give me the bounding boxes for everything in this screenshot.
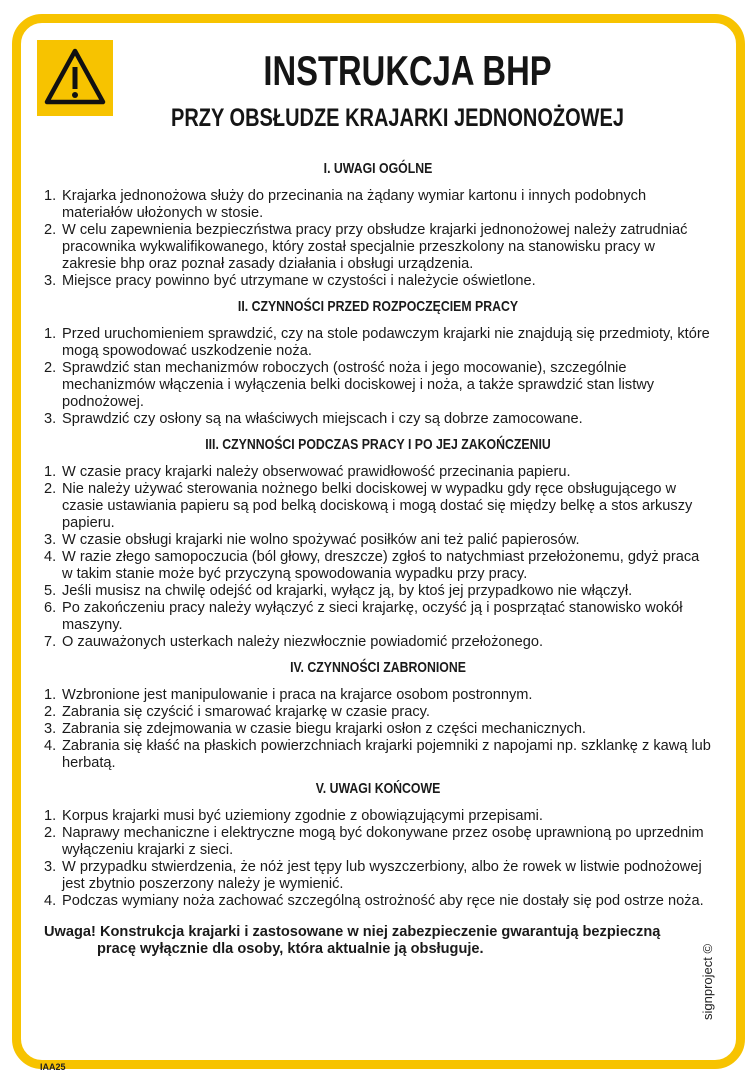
- warning-note: [44, 924, 712, 958]
- list-item-text: W przypadku stwierdzenia, że nóż jest tępy lub wyszczerbiony, albo że rowek w listwie podnożowej jest zbytnio poszerzony należy je wymienić.: [62, 859, 702, 892]
- list-item: [44, 634, 712, 651]
- warning-note-line1: Uwaga! Konstrukcja krajarki i zastosowane w niej zabezpieczenie gwarantują bezpieczną: [44, 924, 661, 940]
- list-item-number: 3.: [44, 411, 57, 427]
- list-item: [44, 600, 712, 634]
- list-item-text: Sprawdzić stan mechanizmów roboczych (ostrość noża i jego mocowanie), szczególnie mechanizmów włączenia i wyłączenia belki dociskowej i noża, a także sprawdzić stan listwy podnożowej.: [62, 360, 655, 410]
- list-item-number: 3.: [44, 273, 57, 289]
- warning-note-line2: pracę wyłącznie dla osoby, która aktualnie ją obsługuje.: [97, 941, 484, 957]
- list-item-number: 7.: [44, 634, 57, 650]
- product-code: IAA25: [40, 1062, 66, 1072]
- list-item: [44, 704, 712, 721]
- instruction-content: [44, 160, 712, 958]
- list-item-text: Jeśli musisz na chwilę odejść od krajarki, wyłącz ją, by ktoś jej przypadkowo nie włączył.: [62, 583, 633, 599]
- list-item-number: 4.: [44, 549, 57, 565]
- list-item-text: Korpus krajarki musi być uziemiony zgodnie z obowiązującymi przepisami.: [62, 808, 543, 824]
- section-heading: V. UWAGI KOŃCOWE: [315, 780, 441, 797]
- list-item-text: Miejsce pracy powinno być utrzymane w czystości i należycie oświetlone.: [62, 273, 536, 289]
- list-item: [44, 859, 712, 893]
- list-item: [44, 721, 712, 738]
- list-item-number: 3.: [44, 721, 57, 737]
- warning-triangle-icon: [37, 40, 113, 116]
- list-item-text: Zabrania się kłaść na płaskich powierzchniach krajarki pojemniki z napojami np. szklankę z kawą lub herbatą.: [62, 738, 711, 771]
- list-item: [44, 687, 712, 704]
- list-item: [44, 583, 712, 600]
- list-item-number: 2.: [44, 222, 57, 238]
- list-item-text: W czasie obsługi krajarki nie wolno spożywać posiłków ani też palić papierosów.: [62, 532, 580, 548]
- list-item-text: Przed uruchomieniem sprawdzić, czy na stole podawczym krajarki nie znajdują się przedmioty, które mogą spowodować uszkodzenie noża.: [62, 326, 710, 359]
- list-item-number: 1.: [44, 326, 57, 342]
- section-heading: III. CZYNNOŚCI PODCZAS PRACY I PO JEJ ZAKOŃCZENIU: [205, 436, 551, 453]
- list-item-number: 1.: [44, 808, 57, 824]
- list-item-number: 2.: [44, 825, 57, 841]
- list-item: [44, 893, 712, 910]
- list-item: [44, 825, 712, 859]
- list-item-text: O zauważonych usterkach należy niezwłocznie powiadomić przełożonego.: [62, 634, 544, 650]
- list-item: [44, 481, 712, 532]
- list-item-number: 6.: [44, 600, 57, 616]
- section-list: [44, 326, 712, 428]
- list-item: [44, 738, 712, 772]
- list-item: [44, 188, 712, 222]
- list-item-text: Po zakończeniu pracy należy wyłączyć z sieci krajarkę, oczyść ją i posprzątać stanowisko wokół maszyny.: [62, 600, 683, 633]
- list-item-text: Wzbronione jest manipulowanie i praca na krajarce osobom postronnym.: [62, 687, 533, 703]
- list-item-number: 2.: [44, 360, 57, 376]
- list-item-text: Podczas wymiany noża zachować szczególną ostrożność aby ręce nie dostały się pod ostrze noża.: [62, 893, 704, 909]
- list-item-text: W razie złego samopoczucia (ból głowy, dreszcze) zgłoś to natychmiast przełożonemu, gdyż praca w takim stanie może być przyczyną spowodowania wypadku przy pracy.: [62, 549, 700, 582]
- list-item-text: Nie należy używać sterowania nożnego belki dociskowej w wypadku gdy ręce obsługującego w czasie ustawiania papieru są pod belką dociskową i mogą dostać się między belkę a stos arkuszy papieru.: [62, 481, 693, 531]
- list-item-number: 4.: [44, 738, 57, 754]
- list-item-text: Sprawdzić czy osłony są na właściwych miejscach i czy są dobrze zamocowane.: [62, 411, 583, 427]
- list-item-text: W czasie pracy krajarki należy obserwować prawidłowość przecinania papieru.: [62, 464, 571, 480]
- list-item: [44, 273, 712, 290]
- list-item: [44, 532, 712, 549]
- list-item-number: 4.: [44, 893, 57, 909]
- list-item-number: 1.: [44, 687, 57, 703]
- section-heading: II. CZYNNOŚCI PRZED ROZPOCZĘCIEM PRACY: [237, 298, 519, 315]
- list-item-number: 1.: [44, 464, 57, 480]
- list-item-text: Krajarka jednonożowa służy do przecinania na żądany wymiar kartonu i innych podobnych materiałów ułożonych w stosie.: [62, 188, 647, 221]
- page-subtitle: PRZY OBSŁUDZE KRAJARKI JEDNONOŻOWEJ: [170, 104, 625, 132]
- section-heading: I. UWAGI OGÓLNE: [323, 160, 433, 177]
- brand-label: signproject ©: [700, 943, 715, 1020]
- page-title: INSTRUKCJA BHP: [263, 47, 552, 94]
- list-item: [44, 326, 712, 360]
- section-heading: IV. CZYNNOŚCI ZABRONIONE: [290, 659, 466, 676]
- list-item: [44, 222, 712, 273]
- list-item-number: 2.: [44, 704, 57, 720]
- section-list: [44, 464, 712, 651]
- list-item: [44, 360, 712, 411]
- list-item-text: Naprawy mechaniczne i elektryczne mogą być dokonywane przez osobę uprawnioną po uprzednim wyłączeniu krajarki z sieci.: [62, 825, 704, 858]
- list-item-text: W celu zapewnienia bezpieczństwa pracy przy obsłudze krajarki jednonożowej należy zatrudniać pracownika wykwalifikowanego, który został specjalnie przeszkolony na stanowisku pracy w zakresie bhp oraz poznał zasady działania i obsługi urządzenia.: [62, 222, 688, 272]
- list-item: [44, 808, 712, 825]
- list-item-number: 1.: [44, 188, 57, 204]
- section-list: [44, 188, 712, 290]
- list-item-text: Zabrania się zdejmowania w czasie biegu krajarki osłon z części mechanicznych.: [62, 721, 586, 737]
- section-list: [44, 808, 712, 910]
- list-item-text: Zabrania się czyścić i smarować krajarkę w czasie pracy.: [62, 704, 430, 720]
- list-item-number: 5.: [44, 583, 57, 599]
- list-item: [44, 464, 712, 481]
- list-item: [44, 411, 712, 428]
- list-item: [44, 549, 712, 583]
- list-item-number: 3.: [44, 532, 57, 548]
- section-list: [44, 687, 712, 772]
- list-item-number: 3.: [44, 859, 57, 875]
- list-item-number: 2.: [44, 481, 57, 497]
